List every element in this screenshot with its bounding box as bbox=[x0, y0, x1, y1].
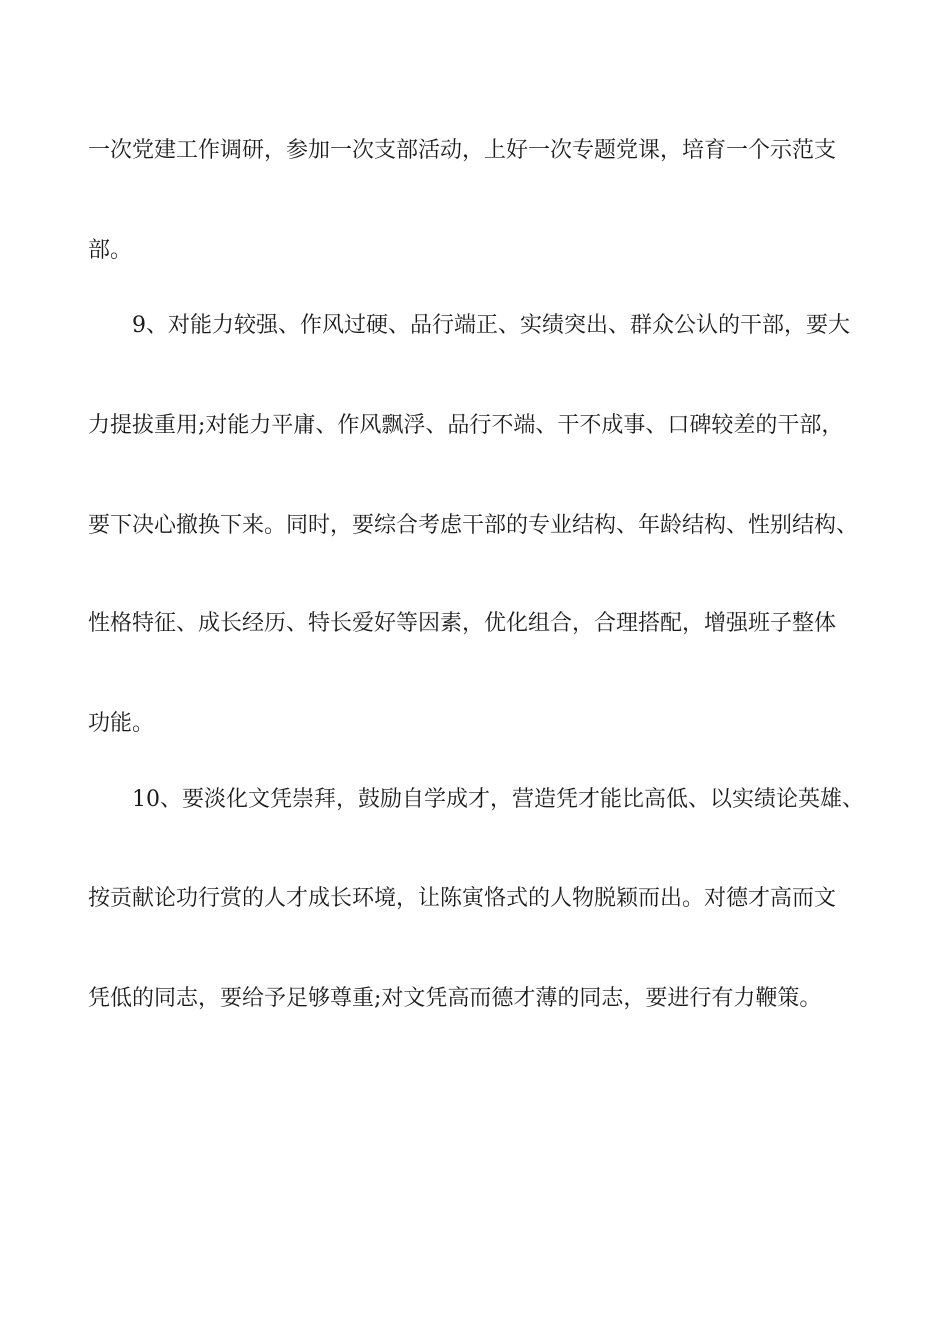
text-line: 要下决心撤换下来。同时，要综合考虑干部的专业结构、年龄结构、性别结构、 bbox=[88, 513, 859, 538]
text-line: 一次党建工作调研，参加一次支部活动，上好一次专题党课，培育一个示范支 bbox=[88, 138, 837, 163]
text-line: 部。 bbox=[88, 238, 133, 263]
paragraph-9-start: 9、对能力较强、作风过硬、品行端正、实绩突出、群众公认的干部，要大 bbox=[132, 313, 850, 338]
text-line: 力提拔重用;对能力平庸、作风飘浮、品行不端、干不成事、口碑较差的干部， bbox=[88, 413, 844, 438]
text-line: 按贡献论功行赏的人才成长环境，让陈寅恪式的人物脱颖而出。对德才高而文 bbox=[88, 886, 837, 911]
text-line: 性格特征、成长经历、特长爱好等因素，优化组合，合理搭配，增强班子整体 bbox=[88, 611, 837, 636]
paragraph-10-start: 10、要淡化文凭崇拜，鼓励自学成才，营造凭才能比高低、以实绩论英雄、 bbox=[132, 787, 864, 812]
text-line: 功能。 bbox=[88, 711, 155, 736]
text-line: 凭低的同志，要给予足够尊重;对文凭高而德才薄的同志，要进行有力鞭策。 bbox=[88, 986, 822, 1011]
